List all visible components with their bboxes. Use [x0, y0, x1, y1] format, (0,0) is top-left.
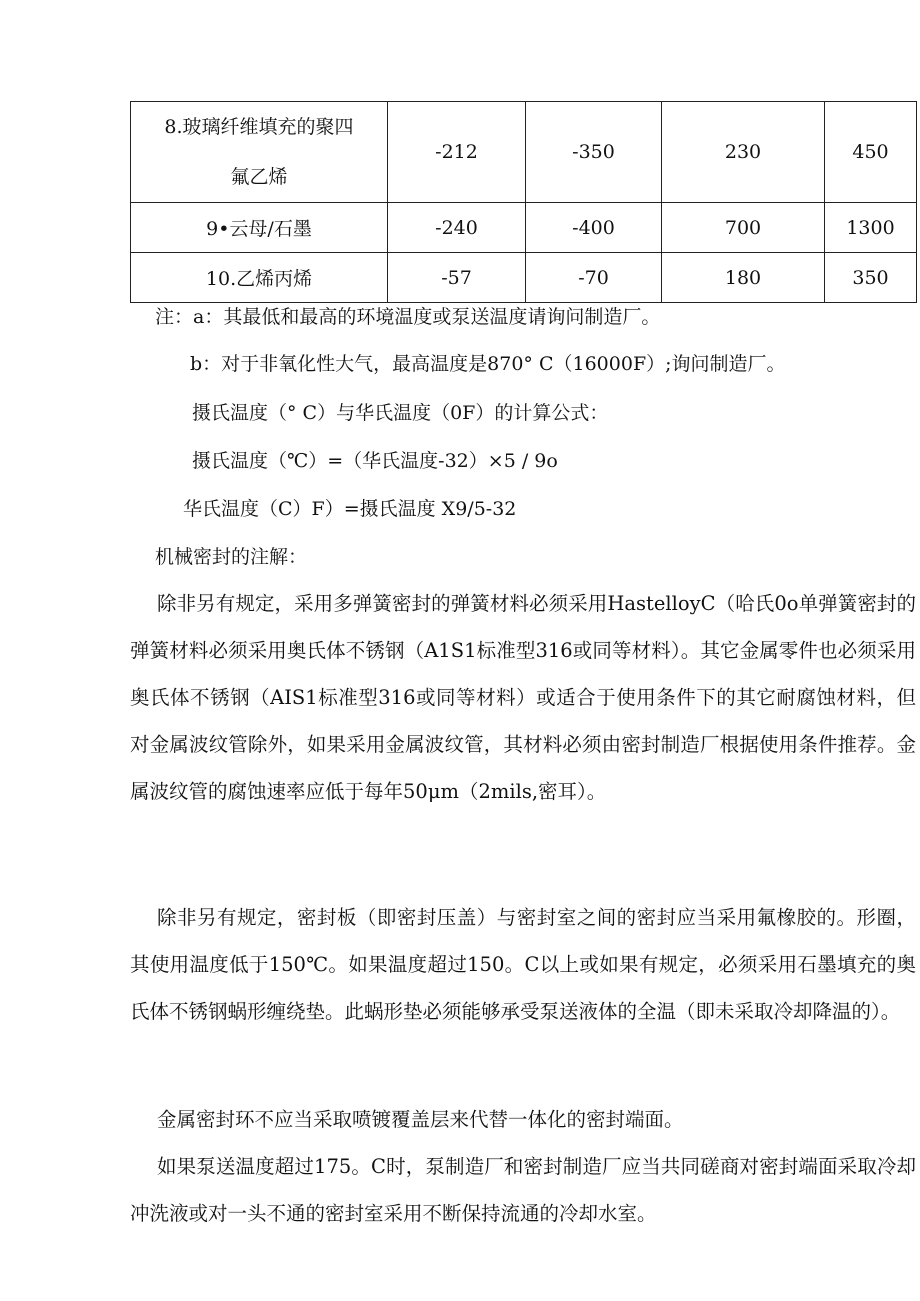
table-cell: -350	[526, 102, 662, 203]
paragraph-springs: 除非另有规定，采用多弹簧密封的弹簧材料必须采用HastelloyC（哈氏0o单弹簧密封的弹簧材料必须采用奥氏体不锈钢（A1S1标准型316或同等材料）。其它金属零件也必须采用奥氏体不锈钢（AIS1标准型316或同等材料）或适合于使用条件下的其它耐腐蚀材料，但对金属波纹管除外，如果采用金属波纹管，其材料必须由密封制造厂根据使用条件推荐。金属波纹管的腐蚀速率应低于每年50μm（2mils,密耳）。	[130, 592, 916, 803]
formula-celsius: 摄氏温度（℃）=（华氏温度-32）×5 / 9o	[192, 450, 558, 472]
table-cell: 350	[825, 253, 917, 303]
material-name-line: 氟乙烯	[230, 166, 288, 188]
table-cell: -57	[388, 253, 526, 303]
table-cell: 230	[662, 102, 825, 203]
material-name-line: 8.玻璃纤维填充的聚四	[164, 116, 354, 138]
paragraph-seal-rings: 金属密封环不应当采取喷镀覆盖层来代替一体化的密封端面。	[157, 1108, 684, 1131]
table-cell: 700	[662, 203, 825, 253]
table-row	[131, 203, 917, 253]
table-cell: -70	[526, 253, 662, 303]
material-temperature-table	[130, 101, 917, 303]
note-a: 注：a：其最低和最高的环境温度或泵送温度请询问制造厂。	[155, 306, 661, 328]
material-name-cell: 10.乙烯丙烯	[131, 253, 388, 303]
formula-fahrenheit: 华氏温度（C）F）=摄氏温度 X9/5-32	[183, 498, 517, 520]
table-row	[131, 102, 917, 203]
formula-title: 摄氏温度（° C）与华氏温度（0F）的计算公式：	[192, 402, 609, 424]
table-cell: -212	[388, 102, 526, 203]
note-b: b：对于非氧化性大气，最高温度是870° C（16000F）;询问制造厂。	[190, 353, 786, 375]
material-name-cell	[131, 102, 388, 203]
table-cell: 1300	[825, 203, 917, 253]
table-cell: -400	[526, 203, 662, 253]
paragraph-cooling: 如果泵送温度超过175。C时，泵制造厂和密封制造厂应当共同磋商对密封端面采取冷却冲洗液或对一头不通的密封室采用不断保持流通的冷却水室。	[130, 1155, 916, 1225]
table-cell: 450	[825, 102, 917, 203]
paragraph-gland-seal: 除非另有规定，密封板（即密封压盖）与密封室之间的密封应当采用氟橡胶的。形圈，其使用温度低于150℃。如果温度超过150。C以上或如果有规定，必须采用石墨填充的奥氏体不锈钢蜗形缠绕垫。此蜗形垫必须能够承受泵送液体的全温（即未采取冷却降温的）。	[130, 906, 916, 1023]
table-cell: 180	[662, 253, 825, 303]
table-row	[131, 253, 917, 303]
table-cell: -240	[388, 203, 526, 253]
material-name-cell: 9•云母/石墨	[131, 203, 388, 253]
section-title: 机械密封的注解：	[155, 546, 308, 568]
